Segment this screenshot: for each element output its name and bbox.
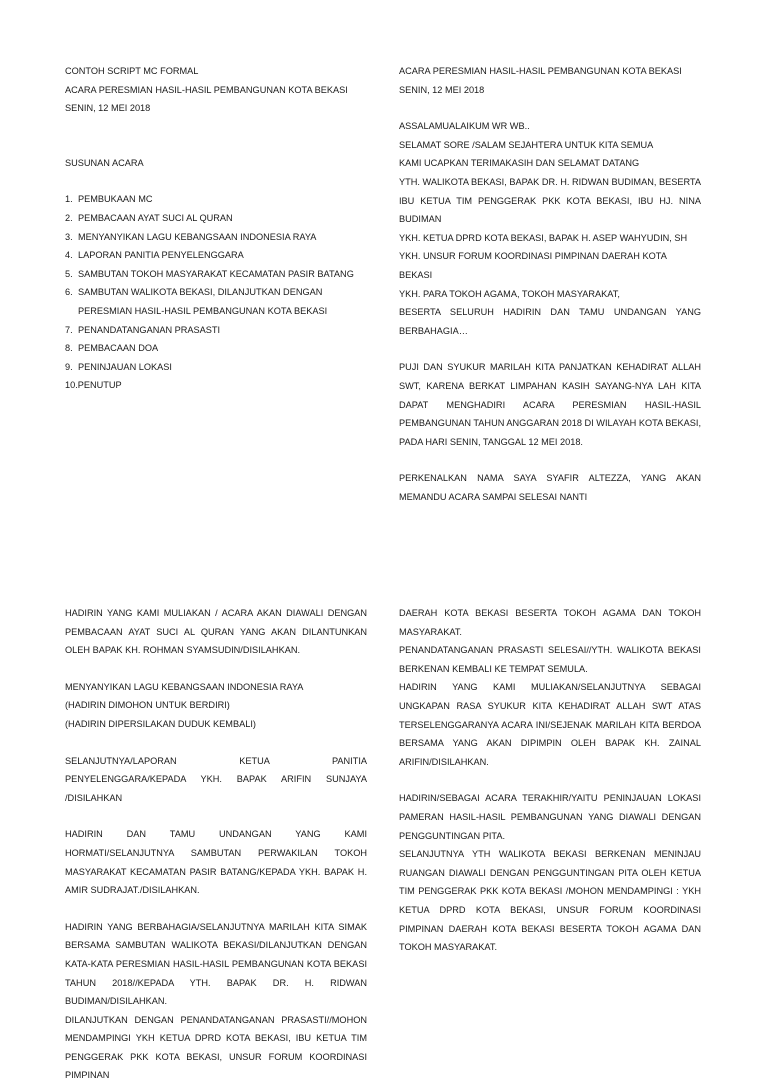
event-title: ACARA PERESMIAN HASIL-HASIL PEMBANGUNAN KOTA BEKASI [399, 66, 682, 76]
script-paragraph: HADIRIN YANG KAMI MULIAKAN/SELANJUTNYA SEBAGAI UNGKAPAN RASA SYUKUR KITA KEHADIRAT ALLAH SWT ATAS TERSELENGGARANYA ACARA INI/SEJENAK MARILAH KITA BERDOA BERSAMA YANG AKAN DIPIMPIN OLEH BAPAK KH. ZAINAL ARIFIN/DISILAHKAN. [399, 682, 701, 767]
script-paragraph: SELANJUTNYA YTH WALIKOTA BEKASI BERKENAN MENINJAU RUANGAN DIAWALI DENGAN PENGGUNTINGAN PITA OLEH KETUA TIM PENGGERAK PKK KOTA BEKASI /MOHON MENDAMPINGI : YKH KETUA DPRD KOTA BEKASI, UNSUR FORUM KOORDINASI PIMPINAN DAERAH KOTA BEKASI BESERTA TOKOH AGAMA DAN TOKOH MASYARAKAT. [399, 849, 701, 953]
anthem-line: MENYANYIKAN LAGU KEBANGSAAN INDONESIA RAYA [65, 681, 304, 692]
script-paragraph: HADIRIN YANG BERBAHAGIA/SELANJUTNYA MARILAH KITA SIMAK BERSAMA SAMBUTAN WALIKOTA BEKASI/DILANJUTKAN DENGAN KATA-KATA PERESMIAN HASIL-HASIL PEMBANGUNAN KOTA BEKASI TAHUN 2018//KEPADA YTH. BAPAK DR. H. RIDWAN BUDIMAN/DISILAHKAN. [65, 921, 367, 1007]
script-paragraph: HADIRIN DAN TAMU UNDANGAN YANG KAMI HORMATI/SELANJUTNYA SAMBUTAN PERWAKILAN TOKOH MASYARAKAT KECAMATAN PASIR BATANG/KEPADA YKH. BAPAK H. AMIR SUDRAJAT./DISILAHKAN. [65, 829, 367, 896]
agenda-list [65, 190, 367, 395]
script-paragraph: SELANJUTNYA/LAPORAN KETUA PANITIA PENYELENGGARA/KEPADA YKH. BAPAK ARIFIN SUNJAYA /DISILAHKAN [65, 755, 367, 803]
script-paragraph: DILANJUTKAN DENGAN PENANDATANGANAN PRASASTI//MOHON MENDAMPINGI YKH KETUA DPRD KOTA BEKASI, IBU KETUA TIM PENGGERAK PKK KOTA BEKASI, UNSUR FORUM KOORDINASI PIMPINAN [65, 1014, 367, 1081]
agenda-item: 2. PEMBACAAN AYAT SUCI AL QURAN [65, 212, 233, 223]
script-paragraph: HADIRIN YANG KAMI MULIAKAN / ACARA AKAN DIAWALI DENGAN PEMBACAAN AYAT SUCI AL QURAN YANG AKAN DILANTUNKAN OLEH BAPAK KH. ROHMAN SYAMSUDIN/DISILAHKAN. [65, 608, 367, 656]
agenda-item: 7. PENANDATANGANAN PRASASTI [65, 324, 221, 335]
event-date: SENIN, 12 MEI 2018 [399, 84, 485, 95]
event-title: ACARA PERESMIAN HASIL-HASIL PEMBANGUNAN KOTA BEKASI [65, 84, 348, 95]
opening-column [399, 62, 701, 506]
agenda-title: SUSUNAN ACARA [65, 157, 144, 168]
agenda-item: 5. SAMBUTAN TOKOH MASYARAKAT KECAMATAN PASIR BATANG [65, 268, 354, 279]
doc-title: CONTOH SCRIPT MC FORMAL [65, 66, 199, 76]
anthem-line: (HADIRIN DIMOHON UNTUK BERDIRI) [65, 700, 230, 711]
agenda-column [65, 62, 367, 395]
agenda-item: 3. MENYANYIKAN LAGU KEBANGSAAN INDONESIA RAYA [65, 231, 317, 242]
greeting-line: YKH. PARA TOKOH AGAMA, TOKOH MASYARAKAT, [399, 288, 620, 299]
event-date: SENIN, 12 MEI 2018 [65, 103, 151, 114]
agenda-item: 10.PENUTUP [65, 380, 122, 391]
agenda-item: 1. PEMBUKAAN MC [65, 194, 153, 205]
agenda-item: 4. LAPORAN PANITIA PENYELENGGARA [65, 250, 244, 261]
greeting-line: YKH. KETUA DPRD KOTA BEKASI, BAPAK H. ASEP WAHYUDIN, SH [399, 232, 688, 243]
greeting-line: YTH. WALIKOTA BEKASI, BAPAK DR. H. RIDWAN BUDIMAN, BESERTA IBU KETUA TIM PENGGERAK PKK KOTA BEKASI, IBU HJ. NINA BUDIMAN [399, 176, 701, 225]
script-paragraph: DAERAH KOTA BEKASI BESERTA TOKOH AGAMA DAN TOKOH MASYARAKAT. [399, 608, 701, 637]
script-column-right [399, 604, 701, 957]
intro-paragraph: PERKENALKAN NAMA SAYA SYAFIR ALTEZZA, YANG AKAN MEMANDU ACARA SAMPAI SELESAI NANTI [399, 473, 701, 502]
script-column-left [65, 604, 367, 1085]
agenda-item: 6. SAMBUTAN WALIKOTA BEKASI, DILANJUTKAN DENGAN PERESMIAN HASIL-HASIL PEMBANGUNAN KOTA BEKASI [65, 287, 328, 316]
agenda-item: 8. PEMBACAAN DOA [65, 343, 159, 354]
praise-paragraph: PUJI DAN SYUKUR MARILAH KITA PANJATKAN KEHADIRAT ALLAH SWT, KARENA BERKAT LIMPAHAN KASIH SAYANG-NYA LAH KITA DAPAT MENGHADIRI ACARA PERESMIAN HASIL-HASIL PEMBANGUNAN TAHUN ANGGARAN 2018 DI WILAYAH KOTA BEKASI, PADA HARI SENIN, TANGGAL 12 MEI 2018. [399, 362, 701, 447]
greeting-line: YKH. UNSUR FORUM KOORDINASI PIMPINAN DAERAH KOTA BEKASI [399, 251, 667, 280]
greeting-line: BESERTA SELURUH HADIRIN DAN TAMU UNDANGAN YANG BERBAHAGIA… [399, 307, 701, 336]
agenda-item: 9. PENINJAUAN LOKASI [65, 361, 172, 372]
greeting-line: KAMI UCAPKAN TERIMAKASIH DAN SELAMAT DATANG [399, 158, 640, 169]
script-paragraph: HADIRIN/SEBAGAI ACARA TERAKHIR/YAITU PENINJAUAN LOKASI PAMERAN HASIL-HASIL PEMBANGUNAN YANG DIAWALI DENGAN PENGGUNTINGAN PITA. [399, 793, 701, 841]
script-paragraph: PENANDATANGANAN PRASASTI SELESAI//YTH. WALIKOTA BEKASI BERKENAN KEMBALI KE TEMPAT SEMULA. [399, 645, 701, 674]
anthem-line: (HADIRIN DIPERSILAKAN DUDUK KEMBALI) [65, 718, 256, 729]
greeting-line: ASSALAMUALAIKUM WR WB.. [399, 121, 530, 132]
greeting-line: SELAMAT SORE /SALAM SEJAHTERA UNTUK KITA SEMUA [399, 139, 654, 150]
